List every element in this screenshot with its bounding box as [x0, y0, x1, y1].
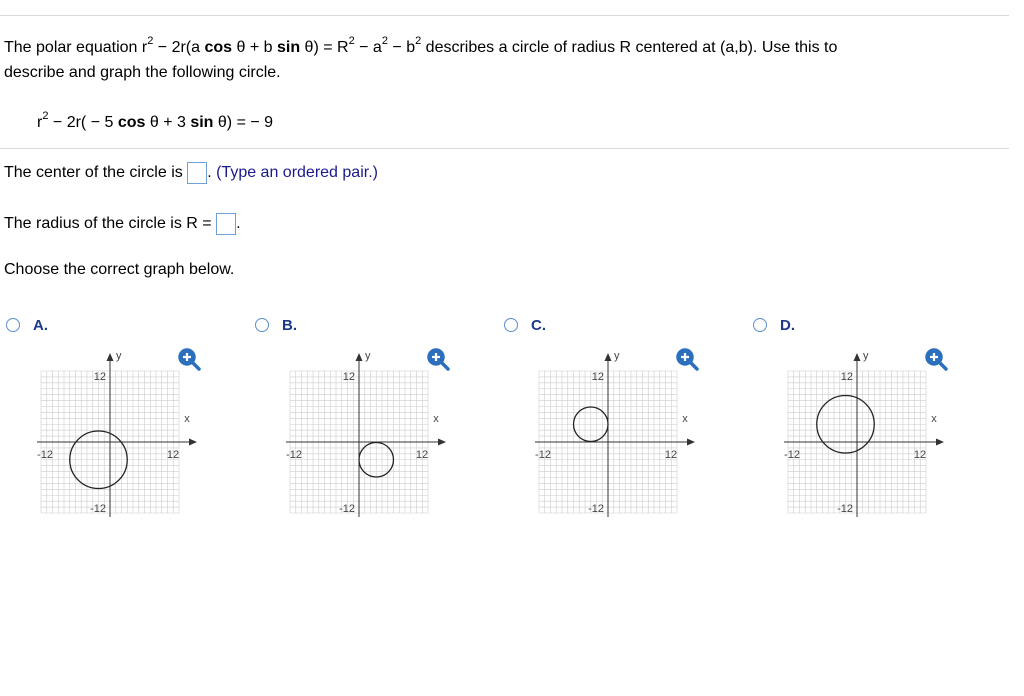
zoom-in-icon[interactable]	[674, 346, 700, 372]
option-radio-b[interactable]	[255, 318, 269, 332]
top-divider	[0, 15, 1009, 16]
x-axis-label: x	[184, 413, 190, 425]
tick-label-left: -12	[535, 449, 551, 461]
tick-label-bottom: -12	[837, 503, 853, 515]
option-label-b[interactable]: B.	[282, 317, 297, 334]
tick-label-bottom: -12	[339, 503, 355, 515]
y-axis-label: y	[116, 350, 122, 362]
section-divider	[0, 148, 1009, 149]
tick-label-top: 12	[342, 371, 355, 383]
center-question: The center of the circle is . (Type an ordered pair.)	[4, 162, 378, 184]
tick-label-left: -12	[784, 449, 800, 461]
x-axis-arrow-icon	[936, 439, 944, 446]
tick-label-top: 12	[840, 371, 853, 383]
y-axis-arrow-icon	[356, 353, 363, 361]
x-axis-label: x	[682, 413, 688, 425]
zoom-handle	[193, 363, 200, 370]
radius-answer-input[interactable]	[216, 213, 236, 235]
tick-label-right: 12	[166, 449, 180, 461]
tick-label-right: 12	[913, 449, 927, 461]
option-radio-a[interactable]	[6, 318, 20, 332]
y-axis-label: y	[863, 350, 869, 362]
zoom-handle	[442, 363, 449, 370]
tick-label-right: 12	[415, 449, 429, 461]
zoom-in-icon[interactable]	[425, 346, 451, 372]
y-axis-label: y	[365, 350, 371, 362]
given-equation: $r^2 - 2r( - 5$ cos θ + 3 sin θ) = − 9	[37, 109, 274, 131]
x-axis-label: x	[931, 413, 937, 425]
zoom-in-icon[interactable]	[923, 346, 949, 372]
option-label-d[interactable]: D.	[780, 317, 795, 334]
problem-statement-line2: describe and graph the following circle.	[4, 64, 281, 81]
x-axis-arrow-icon	[189, 439, 197, 446]
x-axis-label: x	[433, 413, 439, 425]
zoom-handle	[691, 363, 698, 370]
tick-label-top: 12	[93, 371, 106, 383]
y-axis-arrow-icon	[854, 353, 861, 361]
y-axis-label: y	[614, 350, 620, 362]
choose-graph-prompt: Choose the correct graph below.	[4, 261, 235, 278]
tick-label-top: 12	[591, 371, 604, 383]
tick-label-bottom: -12	[588, 503, 604, 515]
option-label-a[interactable]: A.	[33, 317, 48, 334]
tick-label-bottom: -12	[90, 503, 106, 515]
problem-statement-line1: The polar equation $r^2 - 2r(a$ cos θ + b $\sin \theta) = R^2 - a^2 - b^2$ describes a circle of radius R centered at (a,b). Use this to	[4, 34, 838, 56]
center-hint: (Type an ordered pair.)	[216, 164, 378, 182]
zoom-in-icon[interactable]	[176, 346, 202, 372]
zoom-handle	[940, 363, 947, 370]
x-axis-arrow-icon	[438, 439, 446, 446]
tick-label-left: -12	[37, 449, 53, 461]
y-axis-arrow-icon	[107, 353, 114, 361]
y-axis-arrow-icon	[605, 353, 612, 361]
tick-label-left: -12	[286, 449, 302, 461]
option-radio-c[interactable]	[504, 318, 518, 332]
option-label-c[interactable]: C.	[531, 317, 546, 334]
option-radio-d[interactable]	[753, 318, 767, 332]
tick-label-right: 12	[664, 449, 678, 461]
radius-question: The radius of the circle is R = .	[4, 213, 241, 235]
x-axis-arrow-icon	[687, 439, 695, 446]
center-answer-input[interactable]	[187, 162, 207, 184]
